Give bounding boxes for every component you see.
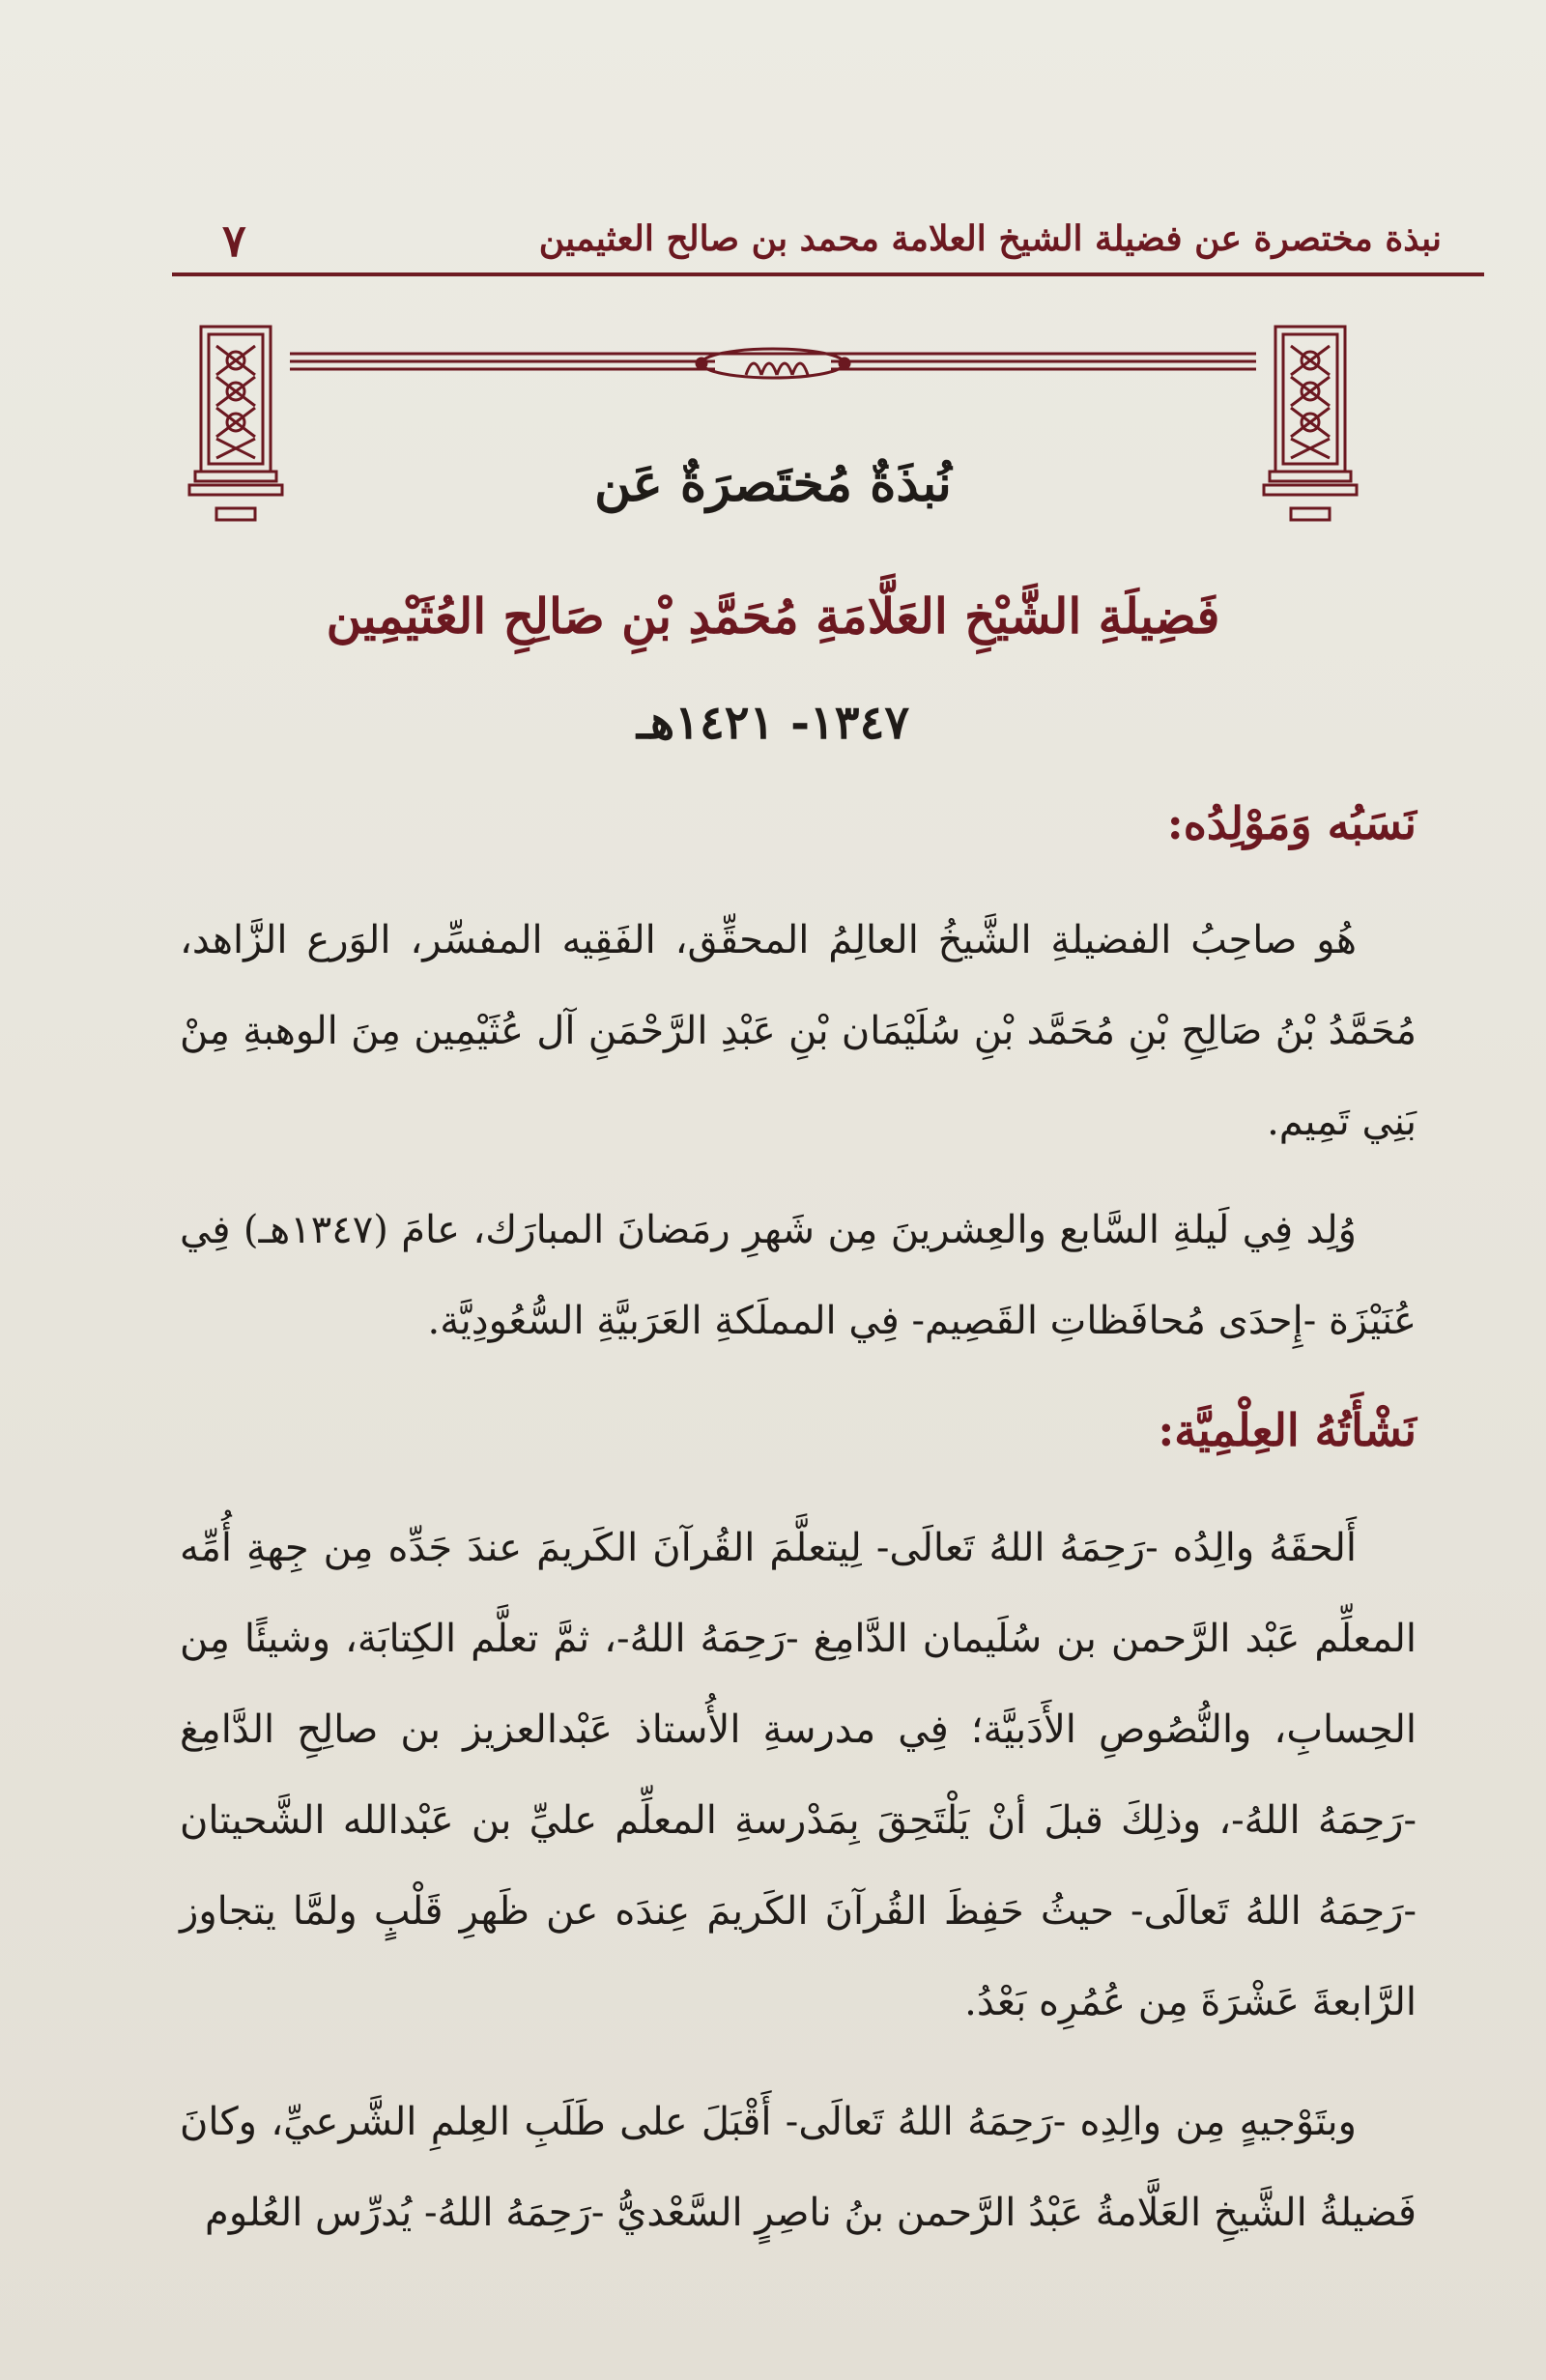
title-divider-ornament <box>290 349 1256 378</box>
heading-line-1: نُبذَةٌ مُختَصرَةٌ عَن <box>594 454 952 513</box>
paragraph: وُلِد فِي لَيلةِ السَّابع والعِشرينَ مِن شَهرِ رمَضانَ المبارَك، عامَ (١٣٤٧هـ) فِي عُنَيْزَة -إِحدَى مُحافَظاتِ القَصِيم- فِي المملَكةِ العَرَبيَّةِ السُّعُودِيَّة. <box>180 1208 1417 1344</box>
section-title: نَشْأَتُهُ العِلْمِيَّة: <box>1158 1404 1417 1457</box>
decorative-frame-ornament <box>174 307 1372 568</box>
chapter-heading <box>222 454 1324 750</box>
paragraph: وبتَوْجيهٍ مِن والِدِه -رَحِمَهُ اللهُ تَعالَى- أَقْبَلَ على طَلَبِ العِلمِ الشَّرعيِّ، وكانَ فَضيلةُ الشَّيخِ العَلَّامةُ عَبْدُ الرَّحمن بنُ ناصِرٍ السَّعْديُّ -رَحِمَهُ اللهُ- يُدرِّس العُلوم <box>180 2099 1417 2235</box>
heading-years: ١٣٤٧- ١٤٢١هـ <box>636 696 910 750</box>
paragraph: أَلحقَهُ والِدُه -رَحِمَهُ اللهُ تَعالَى- لِيتعلَّمَ القُرآنَ الكَريمَ عندَ جَدِّه مِن جِهةِ أُمِّه المعلِّم عَبْد الرَّحمن بن سُلَيمان الدَّامِغ -رَحِمَهُ اللهُ-، ثمَّ تعلَّم الكِتابَة، وشيئًا مِن الحِسابِ، والنُّصُوصِ الأَدَبيَّة؛ فِي مدرسةِ الأُستاذ عَبْدالعزيز بن صالِحِ الدَّامِغ -رَحِمَهُ اللهُ-، وذلِكَ قبلَ أنْ يَلْتَحِقَ بِمَدْرسةِ المعلِّم عليِّ بن عَبْدالله الشَّحيتان -رَحِمَهُ اللهُ تَعالَى- حيثُ حَفِظَ القُرآنَ الكَريمَ عِندَه عن ظَهرِ قَلْبٍ ولمَّا يتجاوز الرَّابعةَ عَشْرَةَ مِن عُمُرِه بَعْدُ. <box>180 1525 1417 2024</box>
running-title: نبذة مختصرة عن فضيلة الشيخ العلامة محمد بن صالح العثيمين <box>538 218 1442 259</box>
header-rule <box>172 272 1484 276</box>
heading-line-2: فَضِيلَةِ الشَّيْخِ العَلَّامَةِ مُحَمَّدِ بْنِ صَالِحِ العُثَيْمِين <box>326 588 1220 645</box>
section-scholarly-upbringing <box>180 1399 1417 2257</box>
section-title: نَسَبُه وَمَوْلِدُه: <box>1166 797 1417 849</box>
main-content <box>180 792 1417 2291</box>
paragraph: هُو صاحِبُ الفضيلةِ الشَّيخُ العالِمُ المحقِّق، الفَقِيه المفسِّر، الوَرع الزَّاهد، مُحَمَّدُ بْنُ صَالِحِ بْنِ مُحَمَّد بْنِ سُلَيْمَان بْنِ عَبْدِ الرَّحْمَنِ آل عُثَيْمِين مِنَ الوهبةِ مِنْ بَنِي تَمِيم. <box>180 918 1417 1145</box>
running-header <box>172 215 1442 274</box>
page-number: ٧ <box>222 215 246 267</box>
paragraph-spacer <box>180 2065 1417 2077</box>
section-lineage-birth <box>180 792 1417 1366</box>
